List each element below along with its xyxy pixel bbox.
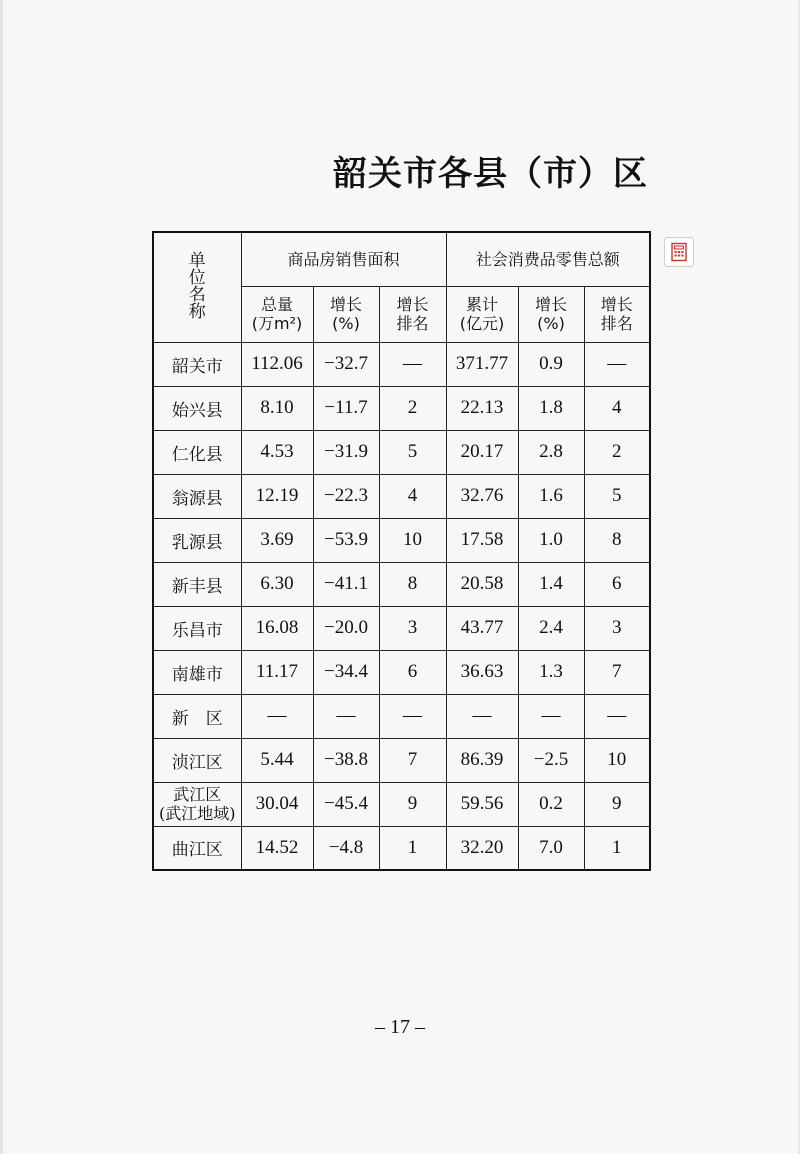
cell-area-rank: —: [379, 694, 446, 738]
cell-area-rank: 5: [379, 430, 446, 474]
cell-total-area: 14.52: [241, 826, 313, 870]
row-region-name: 翁源县: [153, 474, 241, 518]
row-region-name: 新 区: [153, 694, 241, 738]
cell-cumulative-retail: 86.39: [446, 738, 518, 782]
cell-area-rank: 9: [379, 782, 446, 826]
header-retail-growth: 增长 (%): [518, 286, 584, 342]
cell-retail-growth: —: [518, 694, 584, 738]
header-retail-sales: 社会消费品零售总额: [446, 232, 650, 286]
cell-area-growth: −41.1: [313, 562, 379, 606]
cell-total-area: 8.10: [241, 386, 313, 430]
cell-cumulative-retail: 22.13: [446, 386, 518, 430]
table-row: [153, 694, 650, 738]
row-region-name: 新丰县: [153, 562, 241, 606]
cell-area-rank: —: [379, 342, 446, 386]
header-housing-sales-area: 商品房销售面积: [241, 232, 446, 286]
cell-retail-growth: 2.8: [518, 430, 584, 474]
row-region-name: 始兴县: [153, 386, 241, 430]
table-row: [153, 650, 650, 694]
cell-retail-growth: 2.4: [518, 606, 584, 650]
cell-area-growth: −4.8: [313, 826, 379, 870]
cell-retail-growth: 1.4: [518, 562, 584, 606]
cell-retail-growth: 1.3: [518, 650, 584, 694]
header-retail-rank: 增长 排名: [584, 286, 650, 342]
page-edge-left: [0, 0, 3, 1154]
cell-area-rank: 4: [379, 474, 446, 518]
cell-retail-rank: 3: [584, 606, 650, 650]
cell-total-area: 112.06: [241, 342, 313, 386]
header-area-rank: 增长 排名: [379, 286, 446, 342]
cell-retail-rank: 5: [584, 474, 650, 518]
cell-cumulative-retail: 32.20: [446, 826, 518, 870]
cell-retail-rank: 10: [584, 738, 650, 782]
cell-cumulative-retail: 17.58: [446, 518, 518, 562]
row-region-name: 乳源县: [153, 518, 241, 562]
cell-area-growth: −11.7: [313, 386, 379, 430]
cell-retail-rank: —: [584, 342, 650, 386]
table-row: [153, 606, 650, 650]
cell-retail-rank: 9: [584, 782, 650, 826]
cell-area-growth: −38.8: [313, 738, 379, 782]
header-cumulative-retail: 累计 (亿元): [446, 286, 518, 342]
cell-retail-rank: 4: [584, 386, 650, 430]
row-region-name: 南雄市: [153, 650, 241, 694]
calculator-icon: [669, 242, 689, 262]
cell-area-rank: 2: [379, 386, 446, 430]
cell-cumulative-retail: 371.77: [446, 342, 518, 386]
page-number: – 17 –: [375, 1016, 425, 1038]
cell-total-area: 12.19: [241, 474, 313, 518]
cell-area-growth: −53.9: [313, 518, 379, 562]
cell-cumulative-retail: 32.76: [446, 474, 518, 518]
cell-retail-growth: 1.0: [518, 518, 584, 562]
cell-total-area: 30.04: [241, 782, 313, 826]
row-region-name: 仁化县: [153, 430, 241, 474]
cell-area-rank: 8: [379, 562, 446, 606]
row-region-name: 曲江区: [153, 826, 241, 870]
table-row: [153, 474, 650, 518]
cell-cumulative-retail: 59.56: [446, 782, 518, 826]
cell-retail-growth: 1.8: [518, 386, 584, 430]
row-region-name: 武江区 (武江地域): [153, 782, 241, 826]
cell-total-area: 3.69: [241, 518, 313, 562]
row-region-name: 浈江区: [153, 738, 241, 782]
cell-cumulative-retail: 20.58: [446, 562, 518, 606]
cell-cumulative-retail: 36.63: [446, 650, 518, 694]
cell-retail-rank: 6: [584, 562, 650, 606]
stats-table: [152, 231, 651, 871]
cell-area-rank: 10: [379, 518, 446, 562]
cell-total-area: 11.17: [241, 650, 313, 694]
cell-total-area: 5.44: [241, 738, 313, 782]
header-area-growth: 增长 (%): [313, 286, 379, 342]
cell-area-rank: 1: [379, 826, 446, 870]
cell-area-growth: −34.4: [313, 650, 379, 694]
cell-area-growth: −45.4: [313, 782, 379, 826]
table-row: [153, 430, 650, 474]
row-region-name: 韶关市: [153, 342, 241, 386]
cell-cumulative-retail: 43.77: [446, 606, 518, 650]
cell-area-rank: 7: [379, 738, 446, 782]
cell-retail-growth: −2.5: [518, 738, 584, 782]
cell-total-area: —: [241, 694, 313, 738]
cell-retail-growth: 0.9: [518, 342, 584, 386]
cell-area-growth: −31.9: [313, 430, 379, 474]
cell-area-growth: −22.3: [313, 474, 379, 518]
cell-retail-growth: 1.6: [518, 474, 584, 518]
cell-area-growth: −20.0: [313, 606, 379, 650]
table-row: [153, 518, 650, 562]
cell-cumulative-retail: 20.17: [446, 430, 518, 474]
cell-retail-rank: 2: [584, 430, 650, 474]
cell-total-area: 4.53: [241, 430, 313, 474]
cell-total-area: 16.08: [241, 606, 313, 650]
cell-area-growth: −32.7: [313, 342, 379, 386]
cell-retail-growth: 7.0: [518, 826, 584, 870]
table-row: [153, 342, 650, 386]
cell-area-growth: —: [313, 694, 379, 738]
cell-retail-rank: —: [584, 694, 650, 738]
cell-retail-rank: 1: [584, 826, 650, 870]
cell-cumulative-retail: —: [446, 694, 518, 738]
table-row: [153, 562, 650, 606]
header-total-area: 总量 (万m²): [241, 286, 313, 342]
calculator-button[interactable]: [664, 237, 694, 267]
row-region-name: 乐昌市: [153, 606, 241, 650]
cell-retail-rank: 8: [584, 518, 650, 562]
cell-area-rank: 6: [379, 650, 446, 694]
table-row: [153, 386, 650, 430]
page-title: 韶关市各县（市）区: [333, 154, 648, 194]
header-unit-label: 单 位 名 称: [188, 251, 206, 323]
cell-retail-rank: 7: [584, 650, 650, 694]
table-row: [153, 782, 650, 826]
cell-retail-growth: 0.2: [518, 782, 584, 826]
table-row: [153, 826, 650, 870]
header-unit-name: [153, 232, 241, 342]
table-row: [153, 738, 650, 782]
cell-total-area: 6.30: [241, 562, 313, 606]
cell-area-rank: 3: [379, 606, 446, 650]
